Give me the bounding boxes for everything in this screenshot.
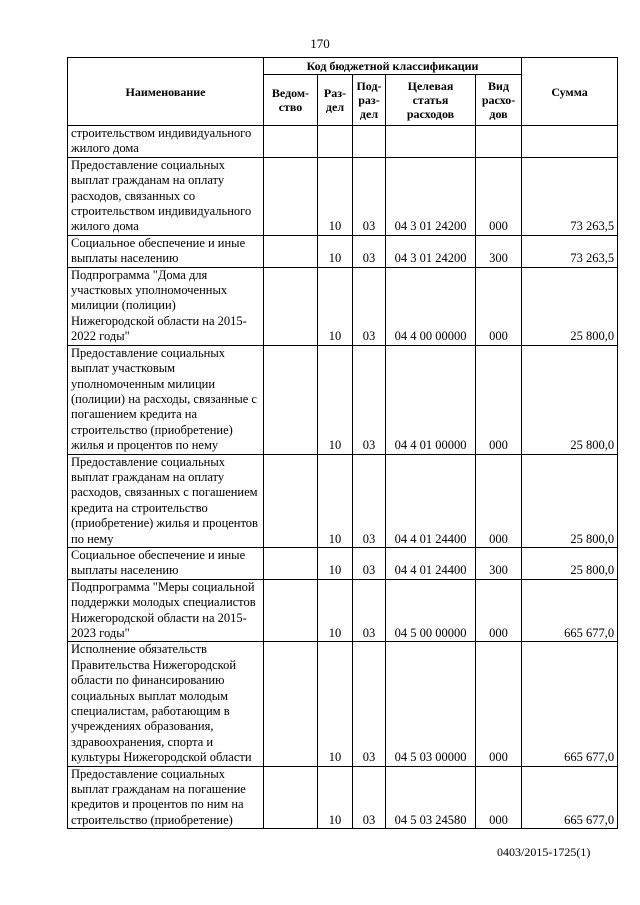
cell-summa: 73 263,5 [522,235,618,267]
cell-summa: 665 677,0 [522,766,618,829]
cell-tselevaya: 04 4 01 24400 [386,454,476,547]
cell-vedomstvo [264,642,318,766]
cell-vedomstvo [264,267,318,345]
cell-name: Подпрограмма "Дома для участковых уполномоченных милиции (полиции) Нижегородской области на 2015-2022 годы" [68,267,264,345]
table-body [68,126,618,829]
cell-name: Подпрограмма "Меры социальной поддержки молодых специалистов Нижегородской области на 2015-2023 годы" [68,579,264,642]
cell-razdel [318,126,353,158]
cell-summa: 25 800,0 [522,454,618,547]
document-code: 0403/2015-1725(1) [497,845,591,859]
cell-podrazdel: 03 [353,579,386,642]
cell-vid: 000 [476,642,522,766]
cell-vid: 300 [476,235,522,267]
cell-vid: 000 [476,766,522,829]
table-row [68,547,618,579]
cell-podrazdel: 03 [353,345,386,454]
page-number: 170 [310,36,330,51]
header-name: Наименование [68,58,264,126]
header-group-code: Код бюджетной классификации [264,58,522,75]
cell-summa: 665 677,0 [522,642,618,766]
header-summa: Сумма [522,58,618,126]
cell-tselevaya: 04 4 00 00000 [386,267,476,345]
cell-vid: 000 [476,157,522,235]
cell-razdel: 10 [318,157,353,235]
header-podrazdel: Под-раз-дел [353,75,386,126]
cell-vid: 000 [476,454,522,547]
header-tselevaya: Целевая статья расходов [386,75,476,126]
cell-podrazdel: 03 [353,547,386,579]
cell-razdel: 10 [318,267,353,345]
table-row [68,642,618,766]
cell-name: Предоставление социальных выплат гражданам на погашение кредитов и процентов по ним на строительство (приобретение) [68,766,264,829]
cell-vedomstvo [264,579,318,642]
cell-podrazdel: 03 [353,235,386,267]
cell-vedomstvo [264,454,318,547]
cell-vedomstvo [264,235,318,267]
cell-vedomstvo [264,766,318,829]
header-vid: Вид расхо-дов [476,75,522,126]
cell-name: Предоставление социальных выплат участковым уполномоченным милиции (полиции) на расходы, связанные с погашением кредита на строительство (приобретение) жилья и процентов по нему [68,345,264,454]
table-row [68,579,618,642]
budget-table [67,57,618,829]
cell-name: Социальное обеспечение и иные выплаты населению [68,547,264,579]
cell-podrazdel: 03 [353,267,386,345]
cell-summa: 73 263,5 [522,157,618,235]
cell-vid: 000 [476,267,522,345]
cell-podrazdel: 03 [353,157,386,235]
cell-vedomstvo [264,345,318,454]
cell-tselevaya: 04 5 00 00000 [386,579,476,642]
cell-podrazdel: 03 [353,642,386,766]
table-row [68,126,618,158]
cell-podrazdel: 03 [353,454,386,547]
cell-vid [476,126,522,158]
cell-name: Социальное обеспечение и иные выплаты населению [68,235,264,267]
cell-name: Исполнение обязательств Правительства Нижегородской области по финансированию социальных выплат молодым специалистам, работающим в учреждениях образования, здравоохранения, спорта и культуры Нижегородской области [68,642,264,766]
header-razdel: Раз-дел [318,75,353,126]
cell-vid: 000 [476,579,522,642]
cell-tselevaya: 04 4 01 00000 [386,345,476,454]
header-vedomstvo: Ведом-ство [264,75,318,126]
cell-tselevaya: 04 4 01 24400 [386,547,476,579]
table-row [68,345,618,454]
cell-razdel: 10 [318,454,353,547]
cell-tselevaya: 04 3 01 24200 [386,235,476,267]
cell-vid: 000 [476,345,522,454]
cell-vedomstvo [264,157,318,235]
cell-razdel: 10 [318,766,353,829]
table-row [68,454,618,547]
cell-razdel: 10 [318,345,353,454]
cell-summa: 25 800,0 [522,267,618,345]
table-row [68,267,618,345]
table-row [68,235,618,267]
table-row [68,766,618,829]
cell-tselevaya: 04 5 03 00000 [386,642,476,766]
cell-tselevaya: 04 5 03 24580 [386,766,476,829]
cell-summa [522,126,618,158]
cell-razdel: 10 [318,547,353,579]
cell-tselevaya [386,126,476,158]
cell-razdel: 10 [318,235,353,267]
cell-name: Предоставление социальных выплат гражданам на оплату расходов, связанных с погашением кредита на строительство (приобретение) жилья и процентов по нему [68,454,264,547]
cell-summa: 665 677,0 [522,579,618,642]
cell-vedomstvo [264,547,318,579]
cell-vid: 300 [476,547,522,579]
header-row-top [68,58,618,75]
cell-tselevaya: 04 3 01 24200 [386,157,476,235]
cell-podrazdel [353,126,386,158]
cell-summa: 25 800,0 [522,547,618,579]
cell-vedomstvo [264,126,318,158]
cell-summa: 25 800,0 [522,345,618,454]
cell-name: строительством индивидуального жилого дома [68,126,264,158]
cell-razdel: 10 [318,579,353,642]
cell-razdel: 10 [318,642,353,766]
table-row [68,157,618,235]
cell-podrazdel: 03 [353,766,386,829]
cell-name: Предоставление социальных выплат гражданам на оплату расходов, связанных со строительством индивидуального жилого дома [68,157,264,235]
